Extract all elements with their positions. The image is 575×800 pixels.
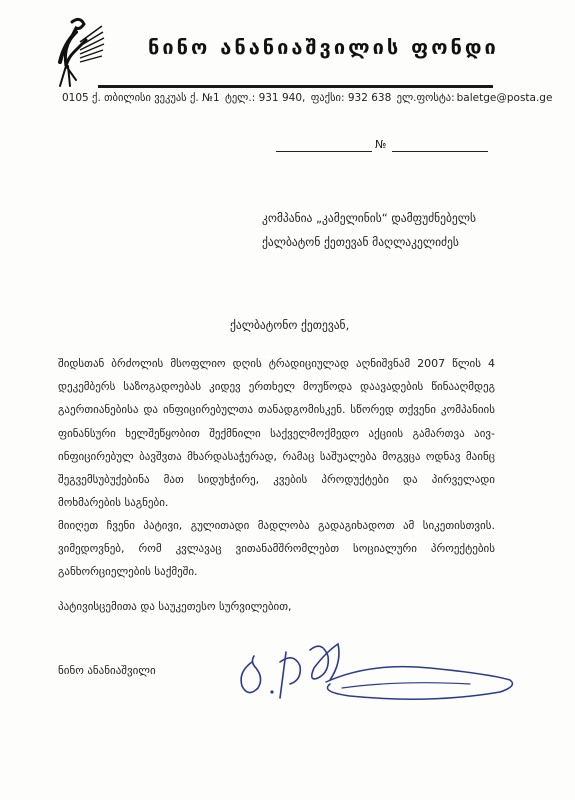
body-paragraph-2: მიიღეთ ჩვენი პატივი, გულითადი მადლობა გადაგიხადოთ ამ სიკეთისთვის. ვიმედოვნებ, რომ კვლავაც ვითანამშრომლებთ სოციალური პროექტების განხორციელების საქმეში. <box>58 519 495 579</box>
recipient-line-2: ქალბატონ ქეთევან მაღლაკელიძეს <box>262 235 459 249</box>
contact-email-label: ელ.ფოსტა: <box>396 92 455 104</box>
ref-number-blank <box>392 151 488 152</box>
contact-phone: ტელ.: 931 940, <box>224 92 306 104</box>
handwritten-signature <box>230 622 530 712</box>
closing-phrase: პატივისცემითა და საუკეთესო სურვილებით, <box>58 600 292 613</box>
ref-number-sign: № <box>375 138 387 151</box>
org-name: ნინო ანანიაშვილის ფონდი <box>148 35 499 59</box>
signer-name: ნინო ანანიაშვილი <box>58 664 156 677</box>
header-divider <box>98 85 493 88</box>
contact-fax: ფაქსი: 932 638 <box>310 92 392 104</box>
fund-logo-icon <box>50 14 106 88</box>
contact-email: baletge@posta.ge <box>456 92 553 104</box>
contact-line <box>62 92 553 104</box>
greeting: ქალბატონო ქეთევან, <box>230 318 350 332</box>
body-paragraph-1: შიდსთან ბრძოლის მსოფლიო დღის ტრადიციულად აღნიშვნამ 2007 წლის 4 დეკემბერს საზოგადოებას კიდევ ერთხელ მოუწოდა დაავადების წინააღმდეგ გაერთიანებისა და ინფიცირებულთა თანადგომისკენ. სწორედ თქვენი კომპანიის ფინანსური ხელშეწყობით შექმნილი საქველმოქმედო აქციის გამართვა აივ-ინფიცირებულ ბავშვთა მხარდასაჭერად, რამაც საშუალება მოგვცა ოდნავ მაინც შეგვემსუბუქებინა მათ სიდუხჭირე, კვების პროდუქტები და პირველადი მოხმარების საგნები. <box>58 357 495 510</box>
recipient-block <box>262 206 522 254</box>
contact-address: 0105 ქ. თბილისი ვეკუას ქ. №1 <box>62 92 220 104</box>
ref-date-blank <box>276 151 372 152</box>
recipient-line-1: კომპანია „კამელინის“ დამფუძნებელს <box>262 211 476 225</box>
